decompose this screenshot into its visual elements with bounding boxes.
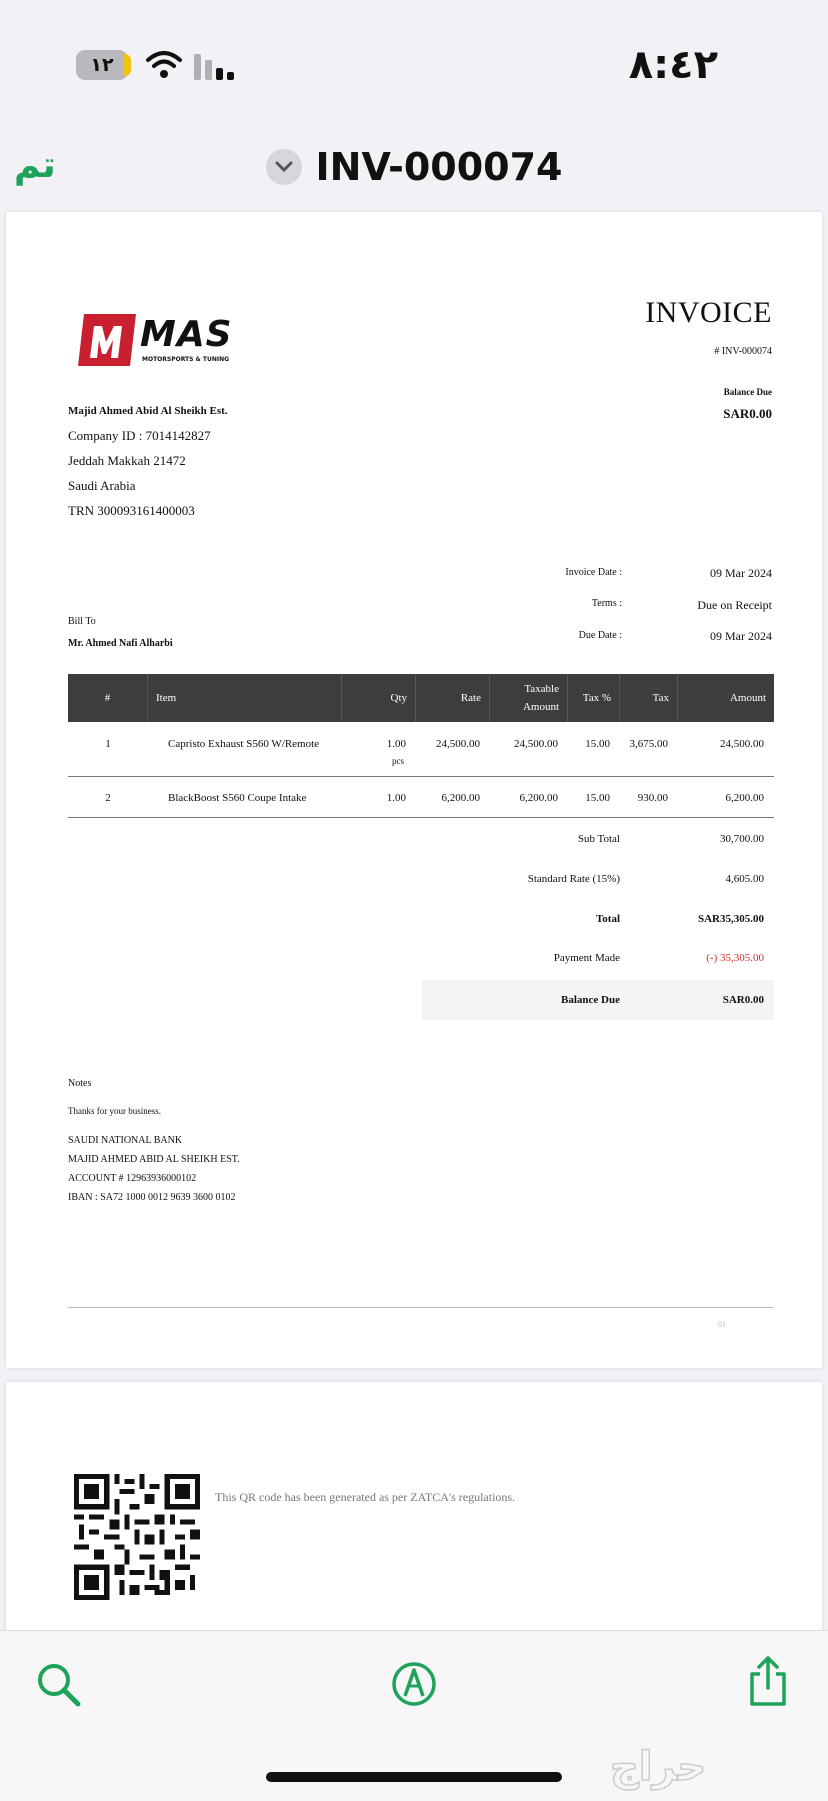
row-rate: 24,500.00: [436, 738, 480, 750]
balance-due-label: Balance Due: [723, 387, 772, 397]
terms-label: Terms :: [591, 598, 622, 609]
row-amount: 6,200.00: [725, 792, 764, 804]
std-rate-label: Standard Rate (15%): [527, 873, 620, 885]
row-rate: 6,200.00: [441, 792, 480, 804]
invoice-date-label: Invoice Date :: [565, 567, 622, 578]
company-trn: TRN 300093161400003: [68, 503, 195, 518]
col-amount: Amount: [729, 692, 766, 704]
col-rate: Rate: [416, 674, 490, 722]
document-title[interactable]: [0, 138, 828, 189]
qr-note: This QR code has been generated as per ZATCA's regulations.: [215, 1490, 516, 1504]
col-num: #: [68, 674, 148, 722]
std-rate-value: 4,605.00: [725, 873, 764, 885]
row-unit: pcs: [392, 756, 404, 766]
row-tax-pct: 15.00: [585, 792, 610, 804]
invoice-date: 09 Mar 2024: [710, 566, 772, 580]
sub-total-label: Sub Total: [577, 833, 620, 845]
row-qty: 1.00: [386, 738, 406, 750]
company-country: Saudi Arabia: [68, 478, 136, 493]
table-row: [68, 777, 774, 817]
col-tax-pct: Tax %: [568, 674, 620, 722]
notes-thanks: Thanks for your business.: [68, 1106, 161, 1116]
col-taxable-line2: Amount: [522, 701, 559, 713]
bill-to-name: Mr. Ahmed Nafi Alharbi: [68, 638, 173, 649]
logo-text: MAS: [140, 314, 233, 355]
invoice-heading: INVOICE: [645, 296, 772, 329]
payment-made-label: Payment Made: [553, 952, 620, 964]
notes-account: ACCOUNT # 12963936000102: [68, 1173, 197, 1184]
footer-divider: [68, 1307, 774, 1308]
due-date-label: Due Date :: [578, 630, 622, 641]
row-item: Capristo Exhaust S560 W/Remote: [168, 738, 320, 750]
home-indicator: [266, 1772, 562, 1782]
sub-total-value: 30,700.00: [720, 833, 764, 845]
table-row: [68, 722, 774, 776]
chevron-down-icon[interactable]: [266, 149, 302, 185]
total-label: Total: [595, 913, 620, 925]
row-tax-pct: 15.00: [585, 738, 610, 750]
col-item: Item: [148, 674, 342, 722]
row-taxable: 6,200.00: [519, 792, 558, 804]
document-title-text: INV-000074: [315, 145, 563, 189]
balance-due-total-label: Balance Due: [561, 994, 620, 1006]
bill-to-label: Bill To: [68, 616, 96, 627]
wifi-icon: [146, 50, 182, 80]
company-id: Company ID : 7014142827: [68, 428, 211, 443]
due-date: 09 Mar 2024: [710, 629, 772, 643]
company-logo: [78, 312, 240, 368]
balance-due-value: SAR0.00: [723, 406, 772, 421]
company-city: Jeddah Makkah 21472: [68, 453, 186, 468]
status-time: ٨:٤٢: [628, 42, 718, 88]
mas-logo-mark-icon: [78, 312, 138, 368]
row-qty: 1.00: [386, 792, 406, 804]
items-table-header: [68, 674, 774, 722]
cellular-signal-icon: [194, 52, 238, 82]
balance-due-total-value: SAR0.00: [722, 994, 764, 1006]
notes-iban: IBAN : SA72 1000 0012 9639 3600 0102: [68, 1192, 236, 1203]
notes-label: Notes: [68, 1078, 92, 1089]
row-num: 1: [105, 738, 111, 750]
battery-charge-tip: [123, 54, 131, 76]
terms-value: Due on Receipt: [697, 598, 772, 612]
page-number: 01: [718, 1320, 726, 1329]
battery-indicator: ١٢: [76, 50, 128, 80]
row-item: BlackBoost S560 Coupe Intake: [168, 792, 307, 804]
total-value: SAR35,305.00: [697, 913, 764, 925]
company-name: Majid Ahmed Abid Al Sheikh Est.: [68, 405, 228, 417]
status-bar: [0, 0, 828, 130]
watermark: حراج: [610, 1744, 707, 1790]
logo-subtext: MOTORSPORTS & TUNING: [142, 356, 230, 363]
row-num: 2: [105, 792, 111, 804]
row-tax: 3,675.00: [629, 738, 668, 750]
col-qty: Qty: [342, 674, 416, 722]
row-amount: 24,500.00: [720, 738, 764, 750]
row-taxable: 24,500.00: [514, 738, 558, 750]
done-button[interactable]: تم: [14, 145, 56, 186]
notes-bank: SAUDI NATIONAL BANK: [68, 1135, 183, 1146]
share-icon[interactable]: [746, 1654, 790, 1708]
col-tax: Tax: [620, 674, 678, 722]
zatca-qr-code: [74, 1474, 200, 1600]
row-tax: 930.00: [637, 792, 668, 804]
col-taxable-line1: Taxable: [524, 683, 559, 695]
invoice-number: # INV-000074: [714, 346, 772, 357]
search-icon[interactable]: [36, 1662, 82, 1708]
payment-made-value: (-) 35,305.00: [706, 952, 764, 964]
notes-holder: MAJID AHMED ABID AL SHEIKH EST.: [68, 1154, 240, 1165]
markup-icon[interactable]: [390, 1660, 438, 1708]
col-taxable: [490, 674, 568, 722]
table-bottom-divider: [68, 817, 774, 818]
